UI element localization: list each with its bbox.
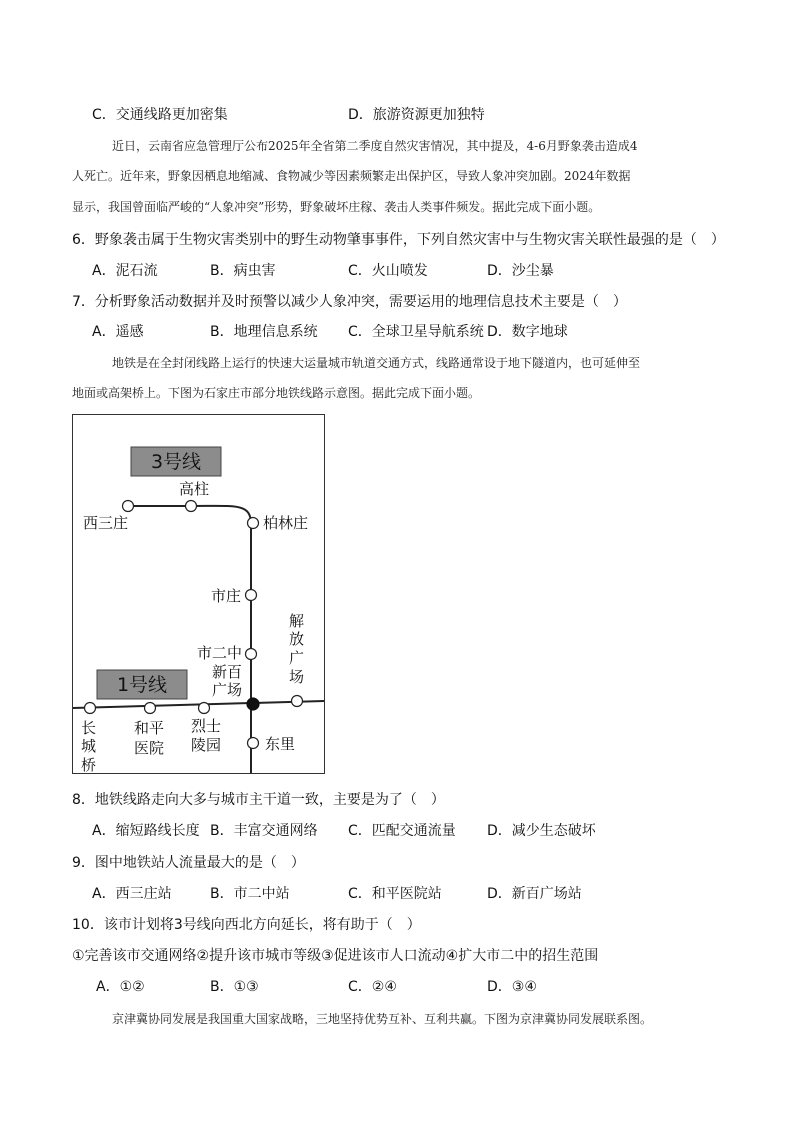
q10-option-d[interactable]: D．③④	[487, 979, 537, 995]
label-xisanzhuang: 西三庄	[83, 514, 129, 532]
q6-option-d[interactable]: D．沙尘暴	[487, 263, 554, 279]
label-xinbai-2: 广场	[212, 681, 243, 699]
station-heping	[145, 703, 156, 714]
station-lieshi	[199, 703, 210, 714]
label-changchengqiao-2: 城	[81, 737, 97, 755]
q10-items: ①完善该市交通网络②提升该市城市等级③促进该市人口流动④扩大市二中的招生范围	[72, 948, 599, 964]
label-heping-2: 医院	[134, 739, 165, 757]
label-lieshi-1: 烈士	[191, 717, 222, 735]
q7-stem: 7．分析野象活动数据并及时预警以减少人象冲突，需要运用的地理信息技术主要是（ ）	[72, 294, 627, 310]
label-lieshi-2: 陵园	[191, 736, 222, 754]
label-shierzhong: 市二中	[197, 644, 243, 662]
q9-option-d[interactable]: D．新百广场站	[487, 886, 582, 902]
label-xinbai-1: 新百	[212, 663, 243, 681]
station-changchengqiao	[85, 703, 96, 714]
label-gaozhu: 高柱	[179, 480, 210, 498]
q9-option-a[interactable]: A．西三庄站	[92, 886, 172, 902]
q7-option-b[interactable]: B．地理信息系统	[210, 324, 318, 340]
q8-option-b[interactable]: B．丰富交通网络	[210, 823, 318, 839]
label-jiefang-3: 广	[289, 649, 305, 667]
prev-option-d: D．旅游资源更加独特	[348, 107, 485, 123]
station-jiefang	[292, 696, 303, 707]
q6-option-b[interactable]: B．病虫害	[210, 263, 276, 279]
q8-stem: 8．地铁线路走向大多与城市主干道一致，主要是为了（ ）	[72, 792, 445, 808]
q7-option-c[interactable]: C．全球卫星导航系统	[348, 324, 484, 340]
passage2-line-1: 地铁是在全封闭线路上运行的快速大运量城市轨道交通方式，线路通常设于地下隧道内，也可延伸至	[112, 356, 641, 370]
passage2-line-2: 地面或高架桥上。下图为石家庄市部分地铁线路示意图。据此完成下面小题。	[72, 386, 481, 400]
q8-option-c[interactable]: C．匹配交通流量	[348, 823, 456, 839]
station-gaozhu	[186, 501, 197, 512]
line1-label: 1号线	[116, 674, 168, 696]
q10-option-b[interactable]: B．①③	[210, 979, 259, 995]
q6-stem: 6．野象袭击属于生物灾害类别中的野生动物肇事事件，下列自然灾害中与生物灾害关联性最强的是（ ）	[72, 232, 725, 248]
label-changchengqiao-1: 长	[81, 719, 97, 737]
q10-stem: 10．该市计划将3号线向西北方向延长，将有助于（ ）	[72, 917, 421, 933]
station-shizhuang	[246, 590, 257, 601]
q7-option-d[interactable]: D．数字地球	[487, 324, 568, 340]
q10-option-c[interactable]: C．②④	[348, 979, 397, 995]
passage1-line-2: 人死亡。近年来，野象因栖息地缩减、食物减少等因素频繁走出保护区，导致人象冲突加剧。2024年数据	[72, 169, 631, 183]
label-changchengqiao-3: 桥	[81, 756, 97, 773]
q9-stem: 9．图中地铁站人流量最大的是（ ）	[72, 855, 305, 871]
station-xisanzhuang	[123, 501, 134, 512]
label-dongli: 东里	[265, 735, 296, 753]
label-jiefang-4: 场	[289, 668, 305, 686]
station-shierzhong	[246, 649, 257, 660]
label-heping-1: 和平	[134, 719, 165, 737]
metro-map	[72, 414, 325, 774]
q9-option-c[interactable]: C．和平医院站	[348, 886, 442, 902]
station-bailinzhuang	[248, 518, 259, 529]
passage1-line-3: 显示，我国曾面临严峻的“人象冲突”形势，野象破坏庄稼、袭击人类事件频发。据此完成下面小题。	[72, 200, 601, 214]
q10-option-a[interactable]: A．①②	[96, 979, 145, 995]
label-jiefang-1: 解	[289, 612, 305, 630]
prev-option-c: C．交通线路更加密集	[92, 107, 228, 123]
line3-label: 3号线	[150, 451, 202, 473]
metro-map-svg	[73, 415, 324, 773]
passage1-line-1: 近日，云南省应急管理厅公布2025年全省第二季度自然灾害情况，其中提及，4-6月野象袭击造成4	[112, 139, 638, 153]
label-shizhuang: 市庄	[211, 587, 242, 605]
station-dongli	[248, 738, 259, 749]
passage3: 京津冀协同发展是我国重大国家战略，三地坚持优势互补、互利共赢。下图为京津冀协同发展联系图。	[112, 1012, 653, 1026]
q6-option-a[interactable]: A．泥石流	[92, 263, 158, 279]
label-jiefang-2: 放	[289, 630, 305, 648]
q6-option-c[interactable]: C．火山喷发	[348, 263, 428, 279]
q7-option-a[interactable]: A．遥感	[92, 324, 144, 340]
label-bailinzhuang: 柏林庄	[263, 514, 309, 532]
station-xinbai-transfer	[247, 698, 259, 710]
q9-option-b[interactable]: B．市二中站	[210, 886, 290, 902]
q8-option-d[interactable]: D．减少生态破坏	[487, 823, 596, 839]
q8-option-a[interactable]: A．缩短路线长度	[92, 823, 200, 839]
